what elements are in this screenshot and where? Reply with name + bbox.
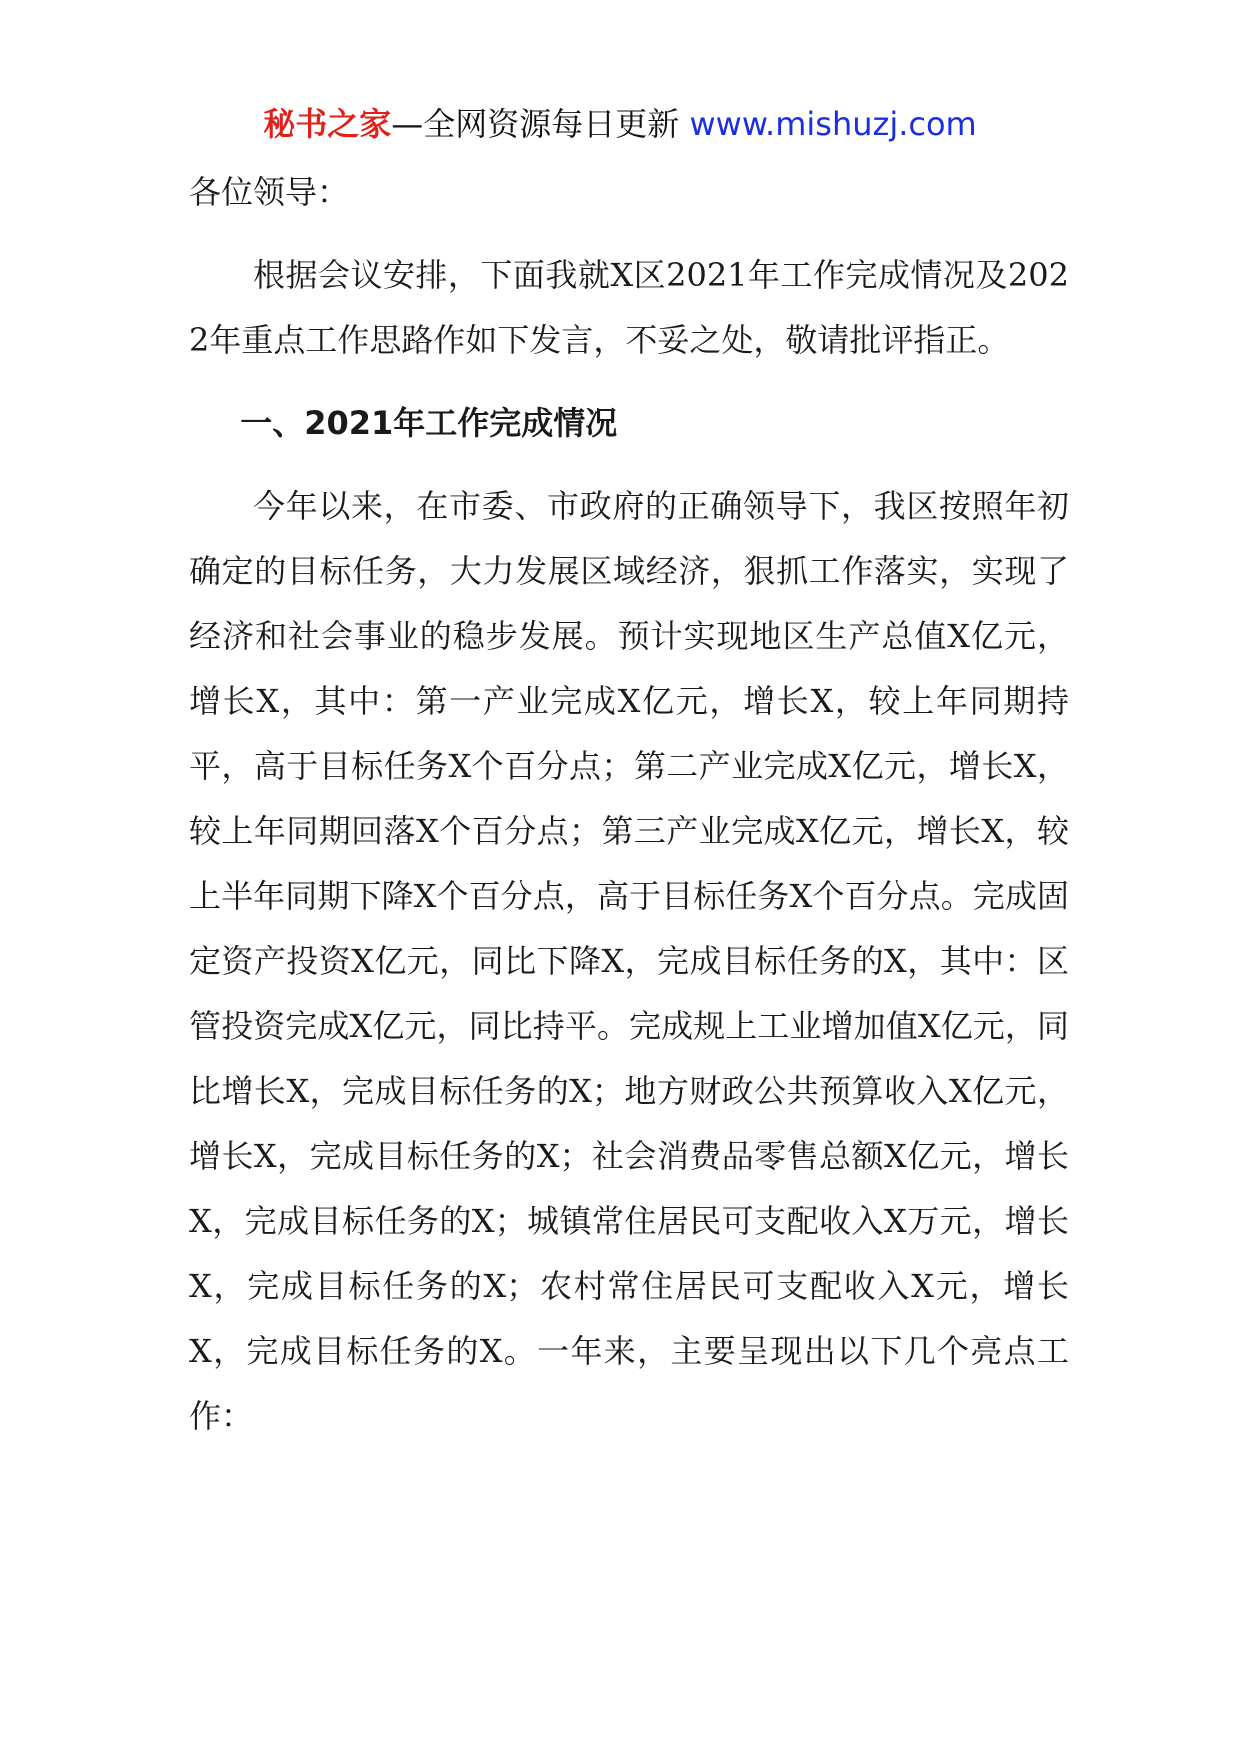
site-slogan: —全网资源每日更新 [391,105,680,143]
section-heading: 一、2021年工作完成情况 [240,404,618,442]
site-banner [0,100,1240,148]
section-paragraph: 今年以来，在市委、市政府的正确领导下，我区按照年初确定的目标任务，大力发展区域经济，狠抓工作落实，实现了经济和社会事业的稳步发展。预计实现地区生产总值X亿元，增长X，其中：第一产业完成X亿元，增长X，较上年同期持平，高于目标任务X个百分点；第二产业完成X亿元，增长X，较上年同期回落X个百分点；第三产业完成X亿元，增长X，较上半年同期下降X个百分点，高于目标任务X个百分点。完成固定资产投资X亿元，同比下降X，完成目标任务的X，其中：区管投资完成X亿元，同比持平。完成规上工业增加值X亿元，同比增长X，完成目标任务的X；地方财政公共预算收入X亿元，增长X，完成目标任务的X；社会消费品零售总额X亿元，增长X，完成目标任务的X；城镇常住居民可支配收入X万元，增长X，完成目标任务的X；农村常住居民可支配收入X元，增长X，完成目标任务的X。一年来，主要呈现出以下几个亮点工作： [189,487,1069,1435]
site-url-link[interactable]: www.mishuzj.com [689,105,977,143]
greeting: 各位领导： [189,173,350,211]
intro-paragraph: 根据会议安排，下面我就X区2021年工作完成情况及2022年重点工作思路作如下发言，不妥之处，敬请批评指正。 [189,256,1069,359]
document-body [189,160,1069,1449]
site-brand: 秘书之家 [263,105,392,143]
